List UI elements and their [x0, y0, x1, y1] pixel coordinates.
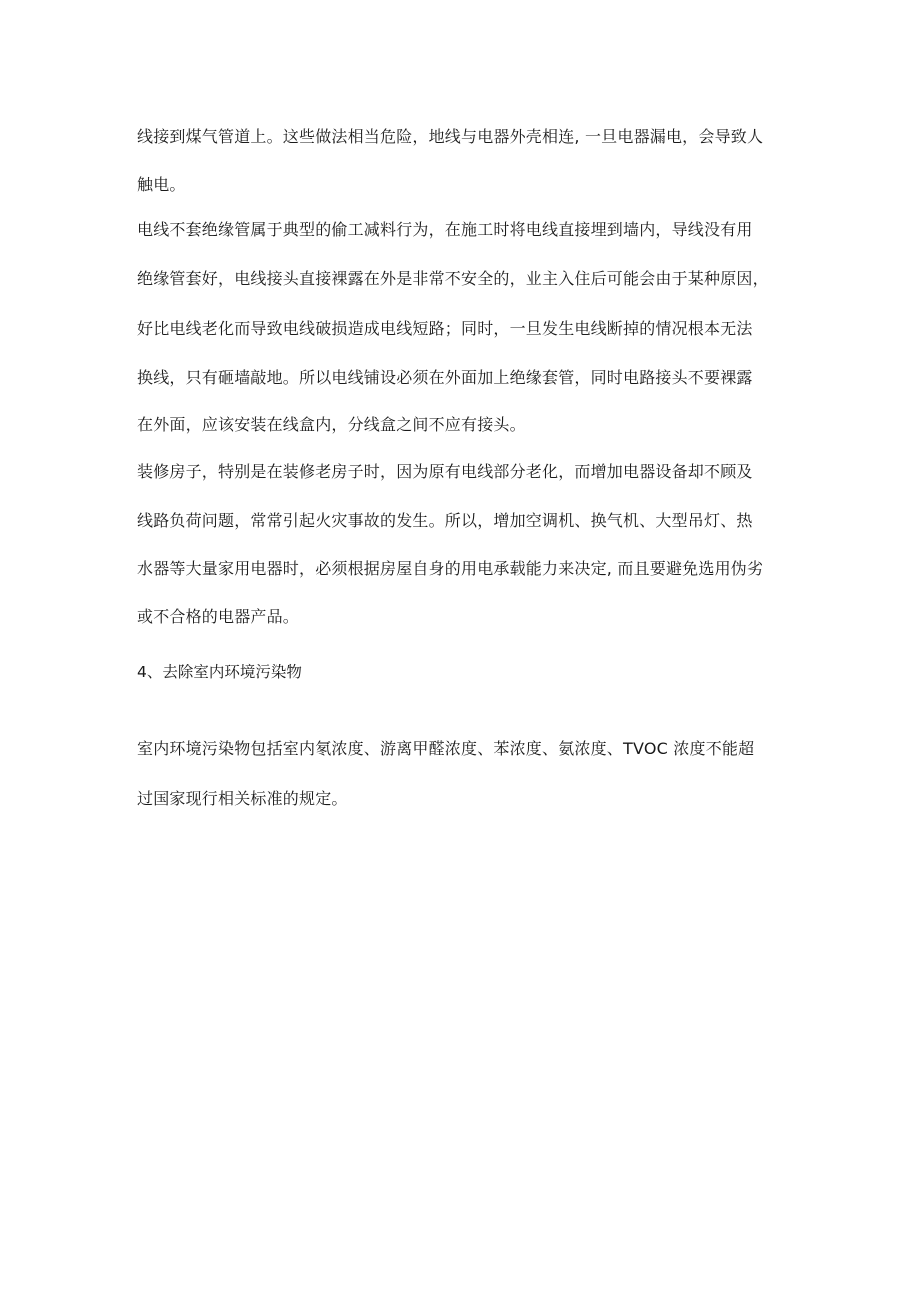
- text-line: 室内环境污染物包括室内氡浓度、游离甲醛浓度、苯浓度、氨浓度、TVOC 浓度不能超: [137, 739, 755, 758]
- text-line: 换线，只有砸墙敲地。所以电线铺设必须在外面加上绝缘套管，同时电路接头不要裸露: [137, 368, 753, 387]
- text-line: 触电。: [137, 175, 186, 194]
- text-line: 线路负荷问题，常常引起火灾事故的发生。所以，增加空调机、换气机、大型吊灯、热: [137, 511, 753, 530]
- text-line: 水器等大量家用电器时，必须根据房屋自身的用电承载能力来决定, 而且要避免选用伪劣: [137, 559, 764, 578]
- text-line: 绝缘管套好，电线接头直接裸露在外是非常不安全的，业主入住后可能会由于某种原因，: [137, 269, 769, 288]
- section-heading: 4、去除室内环境污染物: [137, 663, 302, 681]
- text-line: 好比电线老化而导致电线破损造成电线短路；同时，一旦发生电线断掉的情况根本无法: [137, 319, 753, 338]
- text-line: 在外面，应该安装在线盒内，分线盒之间不应有接头。: [137, 415, 526, 434]
- text-line: 线接到煤气管道上。这些做法相当危险，地线与电器外壳相连, 一旦电器漏电，会导致人: [137, 127, 764, 146]
- text-line: 电线不套绝缘管属于典型的偷工减料行为，在施工时将电线直接埋到墙内，导线没有用: [137, 220, 753, 239]
- text-line: 过国家现行相关标准的规定。: [137, 789, 348, 808]
- text-line: 或不合格的电器产品。: [137, 607, 300, 626]
- text-line: 装修房子，特别是在装修老房子时，因为原有电线部分老化，而增加电器设备却不顾及: [137, 462, 753, 481]
